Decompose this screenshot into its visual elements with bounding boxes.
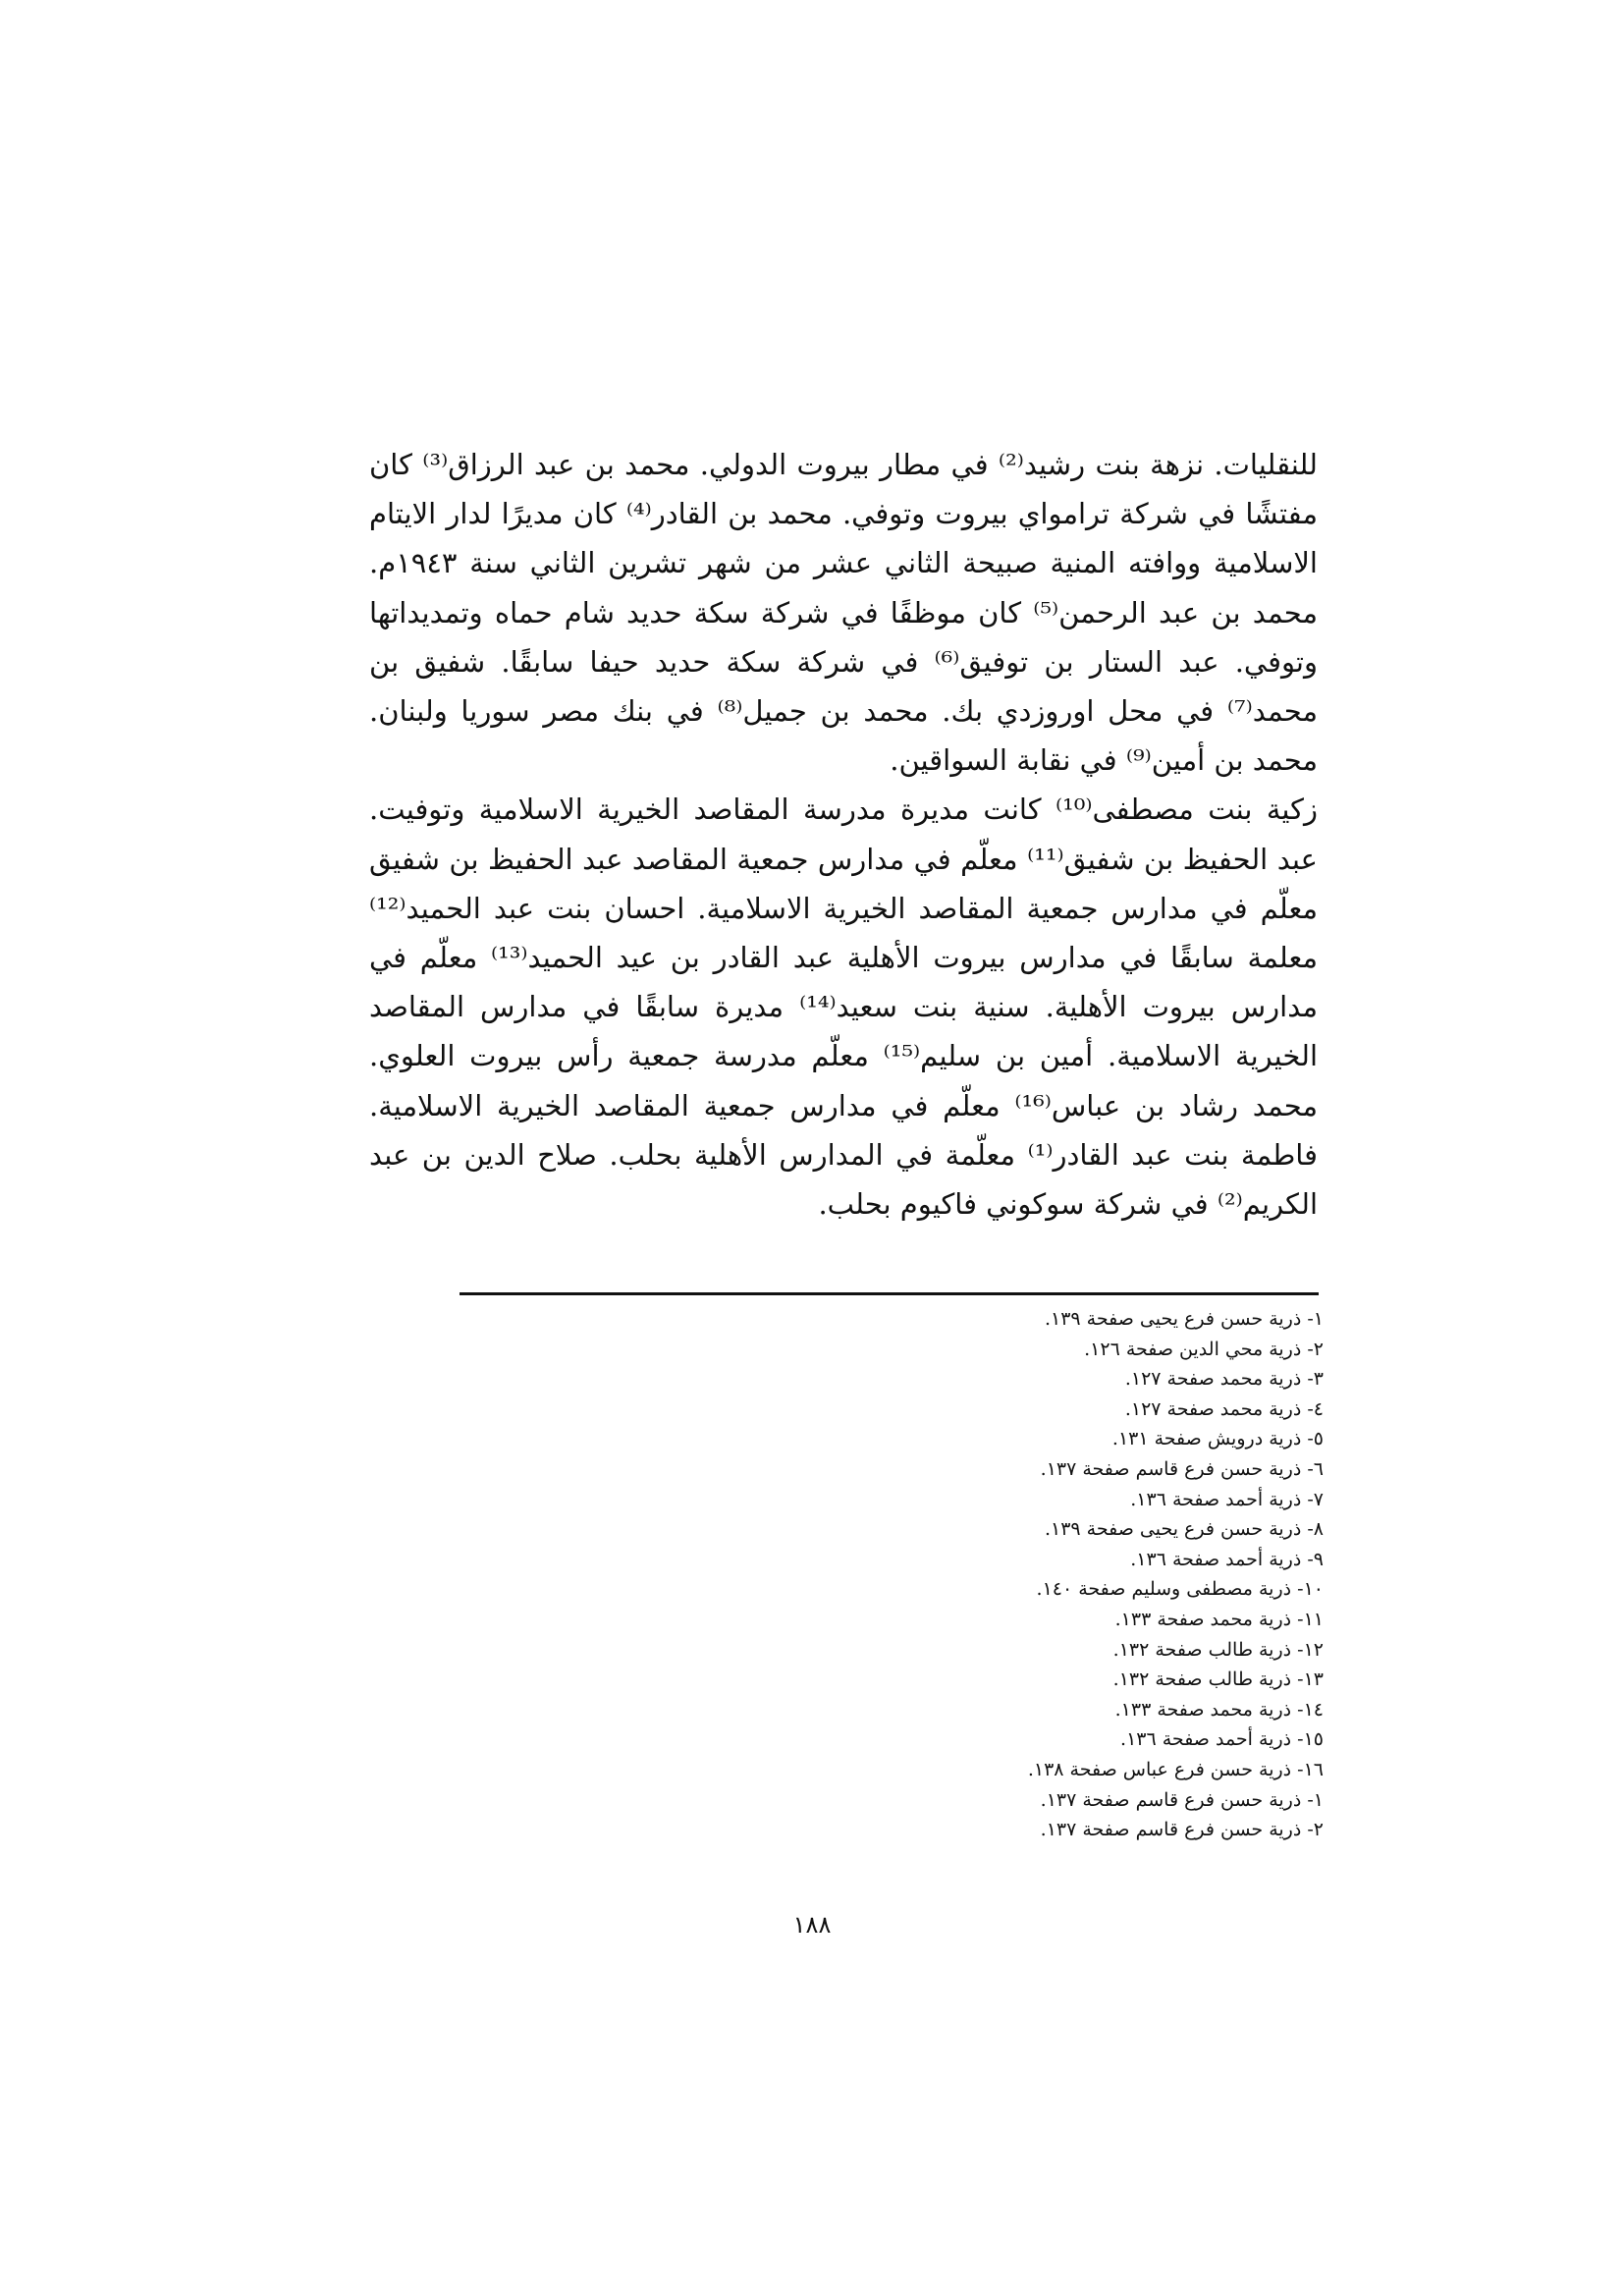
footnote: ٦- ذرية حسن فرع قاسم صفحة ١٣٧. [1040, 1457, 1324, 1480]
footnote-separator [460, 1292, 1319, 1295]
footnote: ٧- ذرية أحمد صفحة ١٣٦. [1130, 1488, 1324, 1510]
paragraph: زكية بنت مصطفى⁽¹⁰⁾ كانت مديرة مدرسة المقاصد الخيرية الاسلامية وتوفيت. عبد الحفيظ بن شفيق⁽¹¹⁾ معلّم في مدارس جمعية المقاصد عبد الحفيظ بن شفيق معلّم في مدارس جمعية المقاصد الخيرية الاسلامية. احسان بنت عبد الحميد⁽¹²⁾ معلمة سابقًا في مدارس بيروت الأهلية عبد القادر بن عيد الحميد⁽¹³⁾ معلّم في مدارس بيروت الأهلية. سنية بنت سعيد⁽¹⁴⁾ مديرة سابقًا في مدارس المقاصد الخيرية الاسلامية. أمين بن سليم⁽¹⁵⁾ معلّم مدرسة جمعية رأس بيروت العلوي. محمد رشاد بن عباس⁽¹⁶⁾ معلّم في مدارس جمعية المقاصد الخيرية الاسلامية. فاطمة بنت عبد القادر⁽¹⁾ معلّمة في المدارس الأهلية بحلب. صلاح الدين بن عبد الكريم⁽²⁾ في شركة سوكوني فاكيوم بحلب. [369, 793, 1319, 1222]
footnote: ٢- ذرية محي الدين صفحة ١٢٦. [1084, 1338, 1324, 1360]
footnote: ١٦- ذرية حسن فرع عباس صفحة ١٣٨. [1027, 1758, 1324, 1780]
footnote: ١- ذرية حسن فرع يحيى صفحة ١٣٩. [1044, 1308, 1324, 1330]
footnote: ٣- ذرية محمد صفحة ١٢٧. [1124, 1368, 1324, 1391]
footnote: ١٣- ذرية طالب صفحة ١٣٢. [1112, 1668, 1324, 1691]
footnote: ١٠- ذرية مصطفى وسليم صفحة ١٤٠. [1036, 1578, 1324, 1601]
footnote: ١٤- ذرية محمد صفحة ١٣٣. [1114, 1698, 1324, 1721]
footnote: ١٢- ذرية طالب صفحة ١٣٢. [1112, 1638, 1324, 1661]
footnote: ١٥- ذرية أحمد صفحة ١٣٦. [1120, 1728, 1324, 1751]
footnote: ٤- ذرية محمد صفحة ١٢٧. [1124, 1397, 1324, 1420]
footnote: ٥- ذرية درويش صفحة ١٣١. [1111, 1428, 1324, 1450]
footnote: ٢- ذرية حسن فرع قاسم صفحة ١٣٧. [1040, 1819, 1324, 1841]
footnotes-list [460, 1304, 1324, 1845]
footnote: ٨- ذرية حسن فرع يحيى صفحة ١٣٩. [1044, 1518, 1324, 1541]
footnote: ١١- ذرية محمد صفحة ١٣٣. [1114, 1608, 1324, 1630]
page-number: ١٨٨ [792, 1911, 832, 1939]
paragraph: للنقليات. نزهة بنت رشيد⁽²⁾ في مطار بيروت الدولي. محمد بن عبد الرزاق⁽³⁾ كان مفتشًا في شركة ترامواي بيروت وتوفي. محمد بن القادر⁽⁴⁾ كان مديرًا لدار الايتام الاسلامية ووافته المنية صبيحة الثاني عشر من شهر تشرين الثاني سنة ١٩٤٣م. محمد بن عبد الرحمن⁽⁵⁾ كان موظفًا في شركة سكة حديد شام حماه وتمديداتها وتوفي. عبد الستار بن توفيق⁽⁶⁾ في شركة سكة حديد حيفا سابقًا. شفيق بن محمد⁽⁷⁾ في محل اوروزدي بك. محمد بن جميل⁽⁸⁾ في بنك مصر سوريا ولبنان. محمد بن أمين⁽⁹⁾ في نقابة السواقين. [369, 448, 1318, 778]
footnote: ١- ذرية حسن فرع قاسم صفحة ١٣٧. [1040, 1788, 1324, 1811]
footnote: ٩- ذرية أحمد صفحة ١٣٦. [1130, 1548, 1324, 1570]
main-text [369, 440, 1318, 1229]
